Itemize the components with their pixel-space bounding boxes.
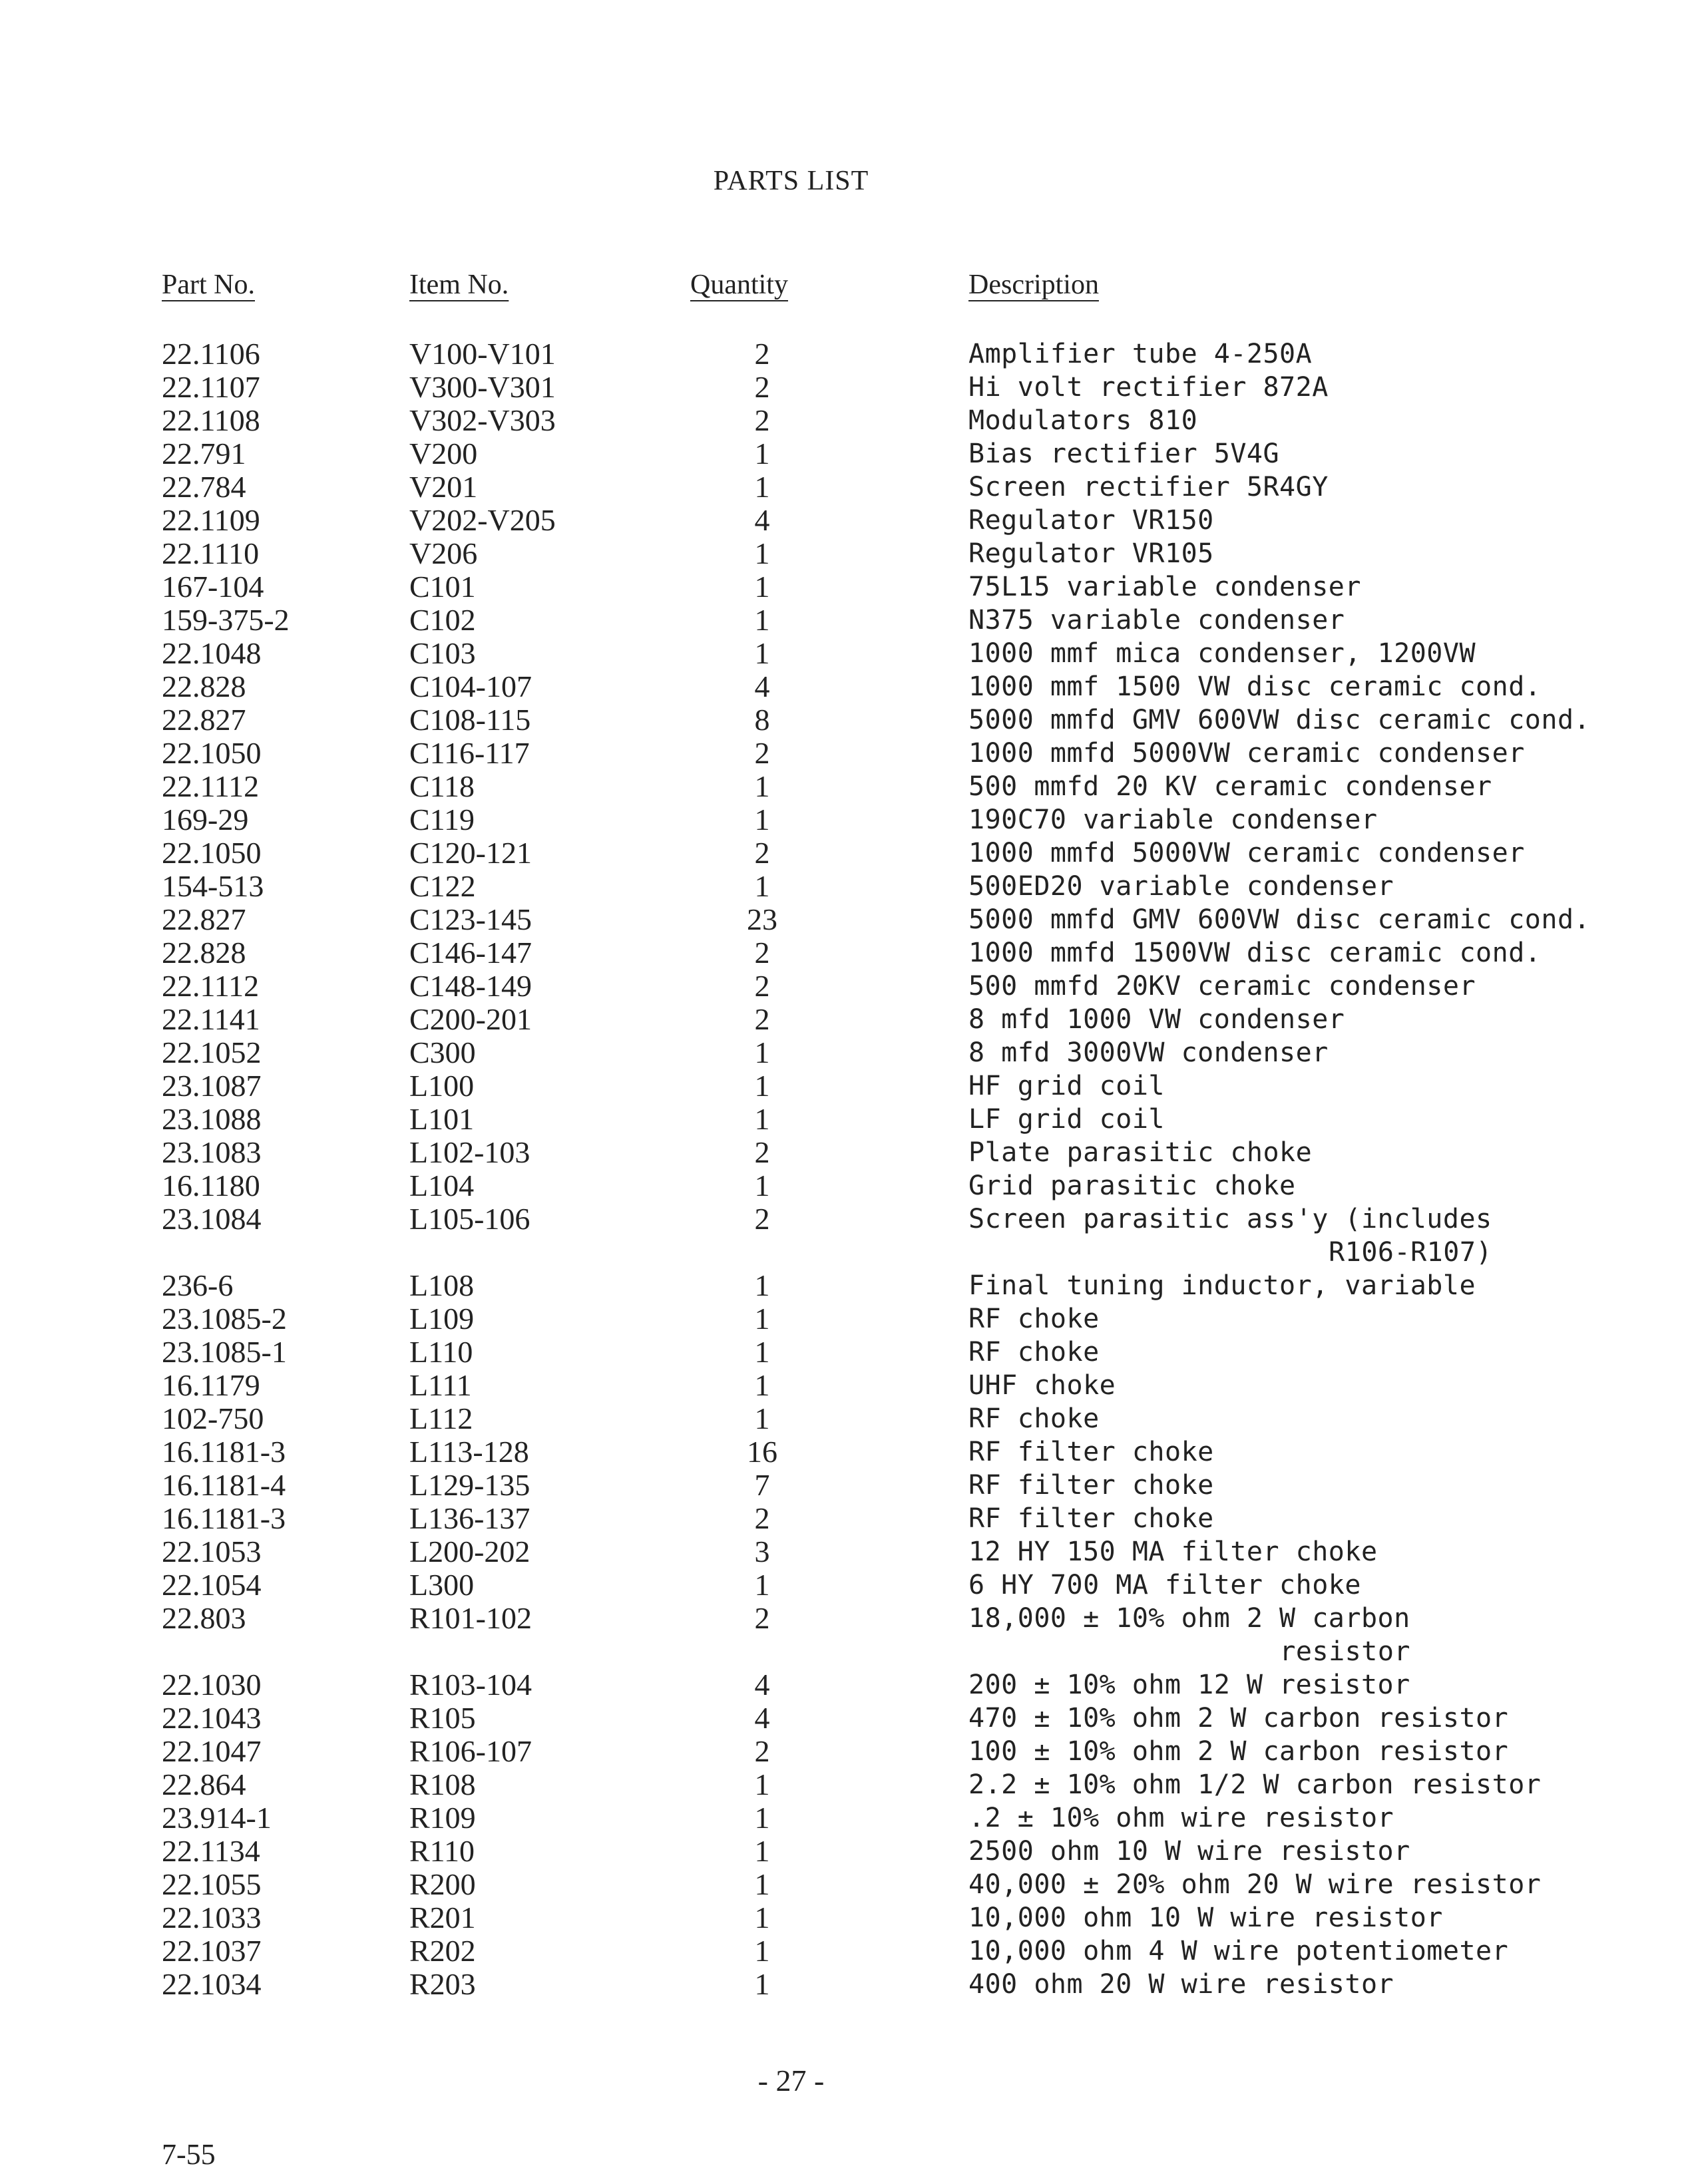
quantity: 23 [747,902,777,936]
description-line: Final tuning inductor, variable [968,1270,1476,1301]
description-line: 75L15 variable condenser [968,572,1361,602]
table-row [0,770,1682,803]
part-number: 16.1181-4 [162,1468,286,1502]
quantity: 3 [754,1535,770,1568]
quantity: 1 [754,769,770,803]
part-number: 102-750 [162,1401,264,1435]
item-number: L110 [409,1335,473,1369]
item-number: C122 [409,869,476,903]
item-number: C104-107 [409,669,532,703]
table-row [0,903,1682,936]
table-row [0,1968,1682,2001]
item-number: R201 [409,1901,476,1934]
item-number: L113-128 [409,1435,529,1469]
description [968,504,1214,537]
item-number: L112 [409,1401,473,1435]
header-part-no: Part No. [162,270,255,300]
part-number: 22.1110 [162,536,260,570]
description-line: RF filter choke [968,1503,1214,1534]
quantity: 1 [754,1934,770,1968]
description [968,1535,1378,1568]
part-number: 22.1054 [162,1568,262,1602]
table-row [0,504,1682,537]
item-number: R202 [409,1934,476,1968]
part-number: 22.827 [162,703,246,737]
description [968,836,1525,870]
quantity: 4 [754,503,770,537]
table-row [0,1435,1682,1469]
description [968,337,1312,371]
description-line: 200 ± 10% ohm 12 W resistor [968,1670,1410,1700]
part-number: 22.1141 [162,1002,260,1036]
part-number: 16.1179 [162,1368,260,1402]
part-number: 23.1088 [162,1102,262,1136]
item-number: R200 [409,1867,476,1901]
description [968,1801,1394,1835]
description-line: Regulator VR105 [968,538,1214,569]
description-line: 1000 mmf mica condenser, 1200VW [968,638,1476,669]
table-row [0,1302,1682,1336]
description-line: 6 HY 700 MA filter choke [968,1570,1361,1600]
description-line: 10,000 ohm 4 W wire potentiometer [968,1936,1509,1966]
part-number: 23.1085-1 [162,1335,287,1369]
description [968,1435,1214,1469]
item-number: L102-103 [409,1135,530,1169]
quantity: 7 [754,1468,770,1502]
description-line: Bias rectifier 5V4G [968,439,1280,469]
quantity: 1 [754,1801,770,1835]
description [968,1901,1443,1934]
quantity: 4 [754,1701,770,1735]
quantity: 1 [754,1867,770,1901]
description [968,1003,1345,1036]
description-line: 1000 mmfd 5000VW ceramic condenser [968,738,1525,769]
item-number: C300 [409,1035,476,1069]
item-number: V200 [409,437,478,470]
description-line: 18,000 ± 10% ohm 2 W carbon [968,1603,1410,1634]
table-row [0,1602,1682,1668]
table-row [0,870,1682,903]
quantity: 2 [754,969,770,1003]
item-number: C102 [409,603,476,637]
table-row [0,1668,1682,1702]
header-item-no: Item No. [409,270,509,300]
description [968,1602,1410,1668]
quantity: 2 [754,1202,770,1236]
item-number: R109 [409,1801,476,1835]
part-number: 16.1181-3 [162,1501,286,1535]
item-number: V206 [409,536,478,570]
quantity: 1 [754,1967,770,2001]
table-row [0,337,1682,371]
item-number: L200-202 [409,1535,530,1568]
part-number: 22.1043 [162,1701,262,1735]
part-number: 22.1055 [162,1867,262,1901]
quantity: 1 [754,1069,770,1103]
description [968,1369,1116,1402]
description-line: 400 ohm 20 W wire resistor [968,1969,1394,2000]
table-row [0,1702,1682,1735]
item-number: V201 [409,470,478,504]
item-number: L300 [409,1568,475,1602]
description [968,970,1476,1003]
description [968,936,1541,970]
part-number: 22.827 [162,902,246,936]
item-number: R110 [409,1834,475,1868]
description-line: RF filter choke [968,1470,1214,1501]
table-row [0,836,1682,870]
item-number: L109 [409,1302,475,1336]
quantity: 1 [754,570,770,604]
quantity: 1 [754,1335,770,1369]
description-line: Modulators 810 [968,405,1198,436]
description-line: 10,000 ohm 10 W wire resistor [968,1903,1443,1933]
part-number: 22.1034 [162,1967,262,2001]
item-number: R103-104 [409,1668,532,1702]
quantity: 1 [754,470,770,504]
quantity: 4 [754,1668,770,1702]
quantity: 1 [754,1102,770,1136]
table-row [0,604,1682,637]
table-row [0,537,1682,570]
table-row [0,1835,1682,1868]
description-line: .2 ± 10% ohm wire resistor [968,1803,1394,1833]
description-line: 5000 mmfd GMV 600VW disc ceramic cond. [968,705,1591,735]
quantity: 2 [754,403,770,437]
description-line: 8 mfd 1000 VW condenser [968,1004,1345,1035]
quantity: 1 [754,1767,770,1801]
part-number: 22.1052 [162,1035,262,1069]
description-line: RF choke [968,1304,1100,1334]
footer-code: 7-55 [162,2138,216,2171]
parts-table [0,337,1682,2001]
description-line: 100 ± 10% ohm 2 W carbon resistor [968,1736,1509,1767]
description-line: 5000 mmfd GMV 600VW disc ceramic cond. [968,904,1591,935]
description [968,1469,1214,1502]
quantity: 1 [754,869,770,903]
quantity: 2 [754,370,770,404]
description [968,1968,1394,2001]
item-number: C116-117 [409,736,530,770]
header-description: Description [968,270,1099,300]
description [968,1036,1329,1069]
item-number: L129-135 [409,1468,530,1502]
table-row [0,1768,1682,1801]
description [968,1568,1361,1602]
item-number: C103 [409,636,476,670]
description [968,1702,1508,1735]
quantity: 1 [754,1368,770,1402]
description-line: HF grid coil [968,1071,1165,1101]
quantity: 2 [754,1601,770,1635]
quantity: 1 [754,636,770,670]
quantity: 2 [754,1002,770,1036]
description-line: 190C70 variable condenser [968,805,1378,835]
part-number: 22.1109 [162,503,260,537]
item-number: C123-145 [409,902,532,936]
quantity: 4 [754,669,770,703]
table-row [0,1735,1682,1768]
table-row [0,1801,1682,1835]
description [968,637,1476,670]
table-row [0,1103,1682,1136]
table-row [0,1069,1682,1103]
description-line: 40,000 ± 20% ohm 20 W wire resistor [968,1869,1542,1900]
part-number: 167-104 [162,570,264,604]
table-row [0,1003,1682,1036]
table-row [0,371,1682,404]
description [968,1103,1165,1136]
part-number: 22.1047 [162,1734,262,1768]
item-number: L111 [409,1368,472,1402]
item-number: L104 [409,1169,475,1202]
part-number: 22.803 [162,1601,246,1635]
item-number: V100-V101 [409,337,556,371]
quantity: 2 [754,736,770,770]
description [968,1502,1214,1535]
page-title: PARTS LIST [713,166,869,196]
quantity: 16 [747,1435,777,1469]
description [968,1868,1541,1901]
quantity: 1 [754,1401,770,1435]
item-number: L108 [409,1268,475,1302]
part-number: 16.1181-3 [162,1435,286,1469]
item-number: C200-201 [409,1002,532,1036]
description-line: RF choke [968,1337,1100,1367]
description-line: 500 mmfd 20 KV ceramic condenser [968,771,1492,802]
item-number: C146-147 [409,936,532,970]
item-number: R203 [409,1967,476,2001]
description [968,1202,1492,1269]
part-number: 22.1048 [162,636,262,670]
table-row [0,437,1682,470]
part-number: 22.1050 [162,736,262,770]
description [968,770,1492,803]
description [968,1302,1100,1336]
description-line: 12 HY 150 MA filter choke [968,1537,1378,1567]
table-row [0,1901,1682,1934]
part-number: 23.1085-2 [162,1302,287,1336]
description [968,1336,1100,1369]
description [968,670,1541,703]
description [968,1668,1410,1702]
table-row [0,670,1682,703]
description [968,1735,1508,1768]
quantity: 2 [754,1501,770,1535]
description-line: Plate parasitic choke [968,1137,1313,1168]
description [968,803,1378,836]
description-line: 1000 mmf 1500 VW disc ceramic cond. [968,671,1542,702]
quantity: 2 [754,1734,770,1768]
table-row [0,970,1682,1003]
description-line: RF choke [968,1403,1100,1434]
quantity: 2 [754,936,770,970]
description-line: N375 variable condenser [968,605,1345,636]
quantity: 1 [754,1035,770,1069]
table-row [0,637,1682,670]
part-number: 22.1134 [162,1834,260,1868]
item-number: L136-137 [409,1501,530,1535]
description-line: 500ED20 variable condenser [968,871,1394,902]
table-row [0,1136,1682,1169]
description-line: LF grid coil [968,1104,1165,1135]
description-line: Amplifier tube 4-250A [968,339,1313,369]
quantity: 8 [754,703,770,737]
description-line: 8 mfd 3000VW condenser [968,1037,1329,1068]
description [968,470,1329,504]
description [968,1136,1312,1169]
item-number: R106-107 [409,1734,532,1768]
table-row [0,1169,1682,1202]
quantity: 1 [754,536,770,570]
table-row [0,1202,1682,1269]
part-number: 236-6 [162,1268,234,1302]
table-row [0,1535,1682,1568]
description-line: 1000 mmfd 5000VW ceramic condenser [968,838,1525,868]
quantity: 1 [754,1302,770,1336]
part-number: 22.1112 [162,969,260,1003]
part-number: 22.1050 [162,836,262,870]
part-number: 22.828 [162,936,246,970]
description [968,404,1197,437]
description [968,1069,1165,1103]
part-number: 22.1112 [162,769,260,803]
table-row [0,1402,1682,1435]
item-number: C118 [409,769,475,803]
table-row [0,737,1682,770]
column-headers [0,269,1682,309]
description-line: Hi volt rectifier 872A [968,372,1329,403]
item-number: C108-115 [409,703,531,737]
part-number: 23.1083 [162,1135,262,1169]
table-row [0,1369,1682,1402]
quantity: 1 [754,1568,770,1602]
part-number: 159-375-2 [162,603,290,637]
table-row [0,703,1682,737]
description [968,870,1394,903]
quantity: 1 [754,803,770,836]
item-number: L101 [409,1102,475,1136]
item-number: C148-149 [409,969,532,1003]
table-row [0,1868,1682,1901]
description-line: Regulator VR150 [968,505,1214,536]
part-number: 22.1106 [162,337,260,371]
table-row [0,570,1682,604]
item-number: L100 [409,1069,475,1103]
item-number: V202-V205 [409,503,556,537]
table-row [0,936,1682,970]
quantity: 1 [754,1834,770,1868]
item-number: R108 [409,1767,476,1801]
item-number: V302-V303 [409,403,556,437]
description [968,703,1590,737]
item-number: C119 [409,803,475,836]
description [968,1835,1410,1868]
description [968,1768,1541,1801]
part-number: 22.1030 [162,1668,262,1702]
quantity: 2 [754,836,770,870]
part-number: 22.1107 [162,370,260,404]
table-row [0,404,1682,437]
part-number: 22.1108 [162,403,260,437]
part-number: 16.1180 [162,1169,260,1202]
table-row [0,803,1682,836]
description [968,570,1361,604]
item-number: C120-121 [409,836,532,870]
item-number: L105-106 [409,1202,530,1236]
description-line: UHF choke [968,1370,1116,1401]
item-number: V300-V301 [409,370,556,404]
description-line: RF filter choke [968,1437,1214,1467]
description-line: Grid parasitic choke [968,1171,1296,1201]
part-number: 22.828 [162,669,246,703]
table-row [0,470,1682,504]
description [968,1269,1476,1302]
item-number: C101 [409,570,476,604]
description [968,371,1329,404]
description-line: Screen parasitic ass'y (includes [968,1204,1492,1234]
description-line: Screen rectifier 5R4GY [968,472,1329,502]
header-quantity: Quantity [690,270,788,300]
part-number: 23.1084 [162,1202,262,1236]
quantity: 1 [754,603,770,637]
table-row [0,1568,1682,1602]
quantity: 2 [754,337,770,371]
quantity: 1 [754,1901,770,1934]
part-number: 23.1087 [162,1069,262,1103]
description-continuation: resistor [1279,1636,1410,1667]
description [968,1169,1296,1202]
table-row [0,1036,1682,1069]
part-number: 22.1037 [162,1934,262,1968]
table-row [0,1269,1682,1302]
part-number: 154-513 [162,869,264,903]
part-number: 22.1033 [162,1901,262,1934]
part-number: 23.914-1 [162,1801,272,1835]
description [968,1934,1508,1968]
quantity: 1 [754,437,770,470]
part-number: 22.864 [162,1767,246,1801]
table-row [0,1502,1682,1535]
description [968,537,1214,570]
part-number: 22.1053 [162,1535,262,1568]
item-number: R105 [409,1701,476,1735]
table-row [0,1336,1682,1369]
part-number: 22.784 [162,470,246,504]
description [968,737,1525,770]
description-line: 2500 ohm 10 W wire resistor [968,1836,1410,1867]
quantity: 2 [754,1135,770,1169]
description-line: 2.2 ± 10% ohm 1/2 W carbon resistor [968,1769,1542,1800]
part-number: 169-29 [162,803,249,836]
description [968,437,1279,470]
description [968,903,1590,936]
description-line: 470 ± 10% ohm 2 W carbon resistor [968,1703,1509,1733]
description [968,1402,1100,1435]
quantity: 1 [754,1268,770,1302]
page-number: - 27 - [757,2064,825,2097]
description-continuation: R106-R107) [1329,1237,1492,1268]
description-line: 500 mmfd 20KV ceramic condenser [968,971,1476,1001]
description-line: 1000 mmfd 1500VW disc ceramic cond. [968,938,1542,968]
item-number: R101-102 [409,1601,532,1635]
description [968,604,1345,637]
table-row [0,1934,1682,1968]
part-number: 22.791 [162,437,246,470]
quantity: 1 [754,1169,770,1202]
table-row [0,1469,1682,1502]
